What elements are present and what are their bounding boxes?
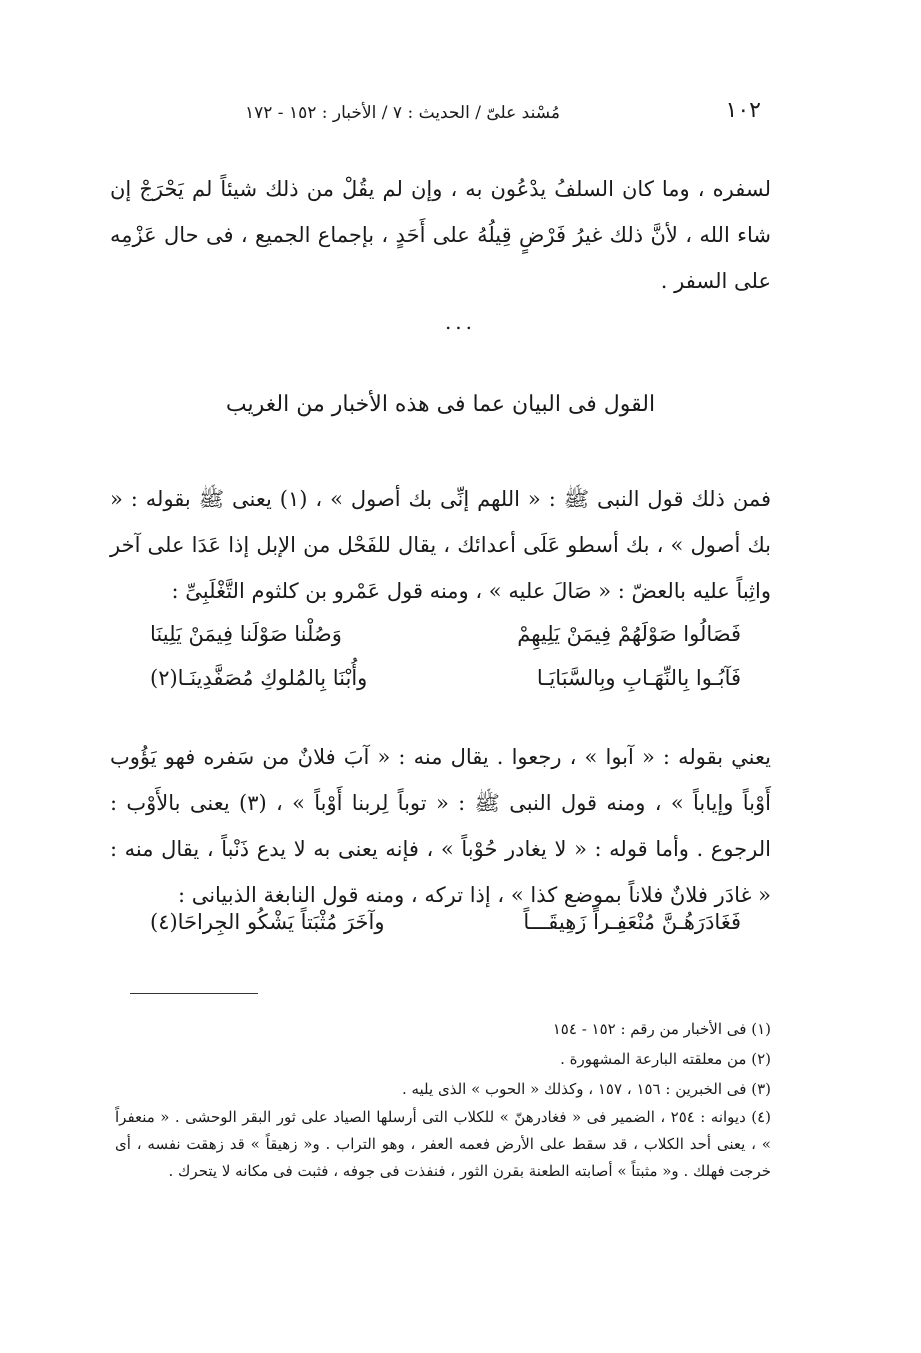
verse-line-3 [150,910,741,950]
verse-line-2 [150,666,741,706]
verse-1-hemistich-1: فَصَالُوا صَوْلَهُمْ فِيمَنْ يَلِيهِمْ [517,622,741,646]
footnote-3: (٣) فى الخبرين : ١٥٦ ، ١٥٧ ، وكذلك « الحوب » الذى يليه . [401,1080,771,1098]
footnote-1: (١) فى الأخبار من رقم : ١٥٢ - ١٥٤ [552,1020,771,1038]
paragraph-2: فمن ذلك قول النبى ﷺ : « اللهم إنِّى بك أصول » ، (١) يعنى ﷺ بقوله : « بك أصول » ، بك أسطو عَلَى أعدائك ، يقال للفَحْل من الإبل إذا عَدَا على آخر واثِباً عليه بالعضّ : « صَالَ عليه » ، ومنه قول عَمْرو بن كلثوم التَّغْلَبِىِّ : [110,487,771,603]
footnotes [115,1014,771,1185]
verse-line-1 [150,622,741,662]
verse-2-hemistich-2: وأُبْنَا بِالمُلوكِ مُصَفَّدِينَـا(٢) [150,666,368,690]
footnote-4: (٤) ديوانه : ٢٥٤ ، الضمير فى « فغادرهنّ » للكلاب التى أرسلها الصياد على ثور البقر الوحشى . « منعفراً » ، يعنى أحد الكلاب ، قد سقط على الأرض فعمه العفر ، وهو التراب . و« زهيقاً » قد زهقت نفسه ، أى خرجت فهلك . و« مثبتاً » أصابته الطعنة بقرن الثور ، فنفذت فى جوفه ، فثبت فى مكانه لا يتحرك . [115,1108,772,1180]
running-title: مُسْند علىّ / الحديث : ٧ / الأخبار : ١٥٢ - ١٧٢ [245,103,561,123]
verse-2-hemistich-1: فَآبُـوا بِالنِّهَـابِ وبِالسَّبَايَـا [536,666,741,690]
footnote-2: (٢) من معلقته البارعة المشهورة . [560,1050,771,1068]
paragraph-3: يعني بقوله : « آبوا » ، رجعوا . يقال منه : « آبَ فلانٌ من سَفره فهو يَؤُوب أَوْباً وإياباً » ، ومنه قول النبى ﷺ : « توباً لِربنا أَوْباً » ، (٣) يعنى بالأَوْب : الرجوع . وأما قوله : « لا يغادر حُوْباً » ، فإنه يعنى به لا يدع ذَنْباً ، يقال منه : « غادَر فلانٌ فلاناً بموضع كذا » ، إذا تركه ، ومنه قول النابغة الذبيانى : [110,745,771,907]
paragraph-1: لسفره ، وما كان السلفُ يدْعُون به ، وإن لم يقُلْ من ذلك شيئاً لم يَحْرَجْ إن شاء الله ، لأنَّ ذلك غيرُ فَرْضٍ قِيلُهُ على أَحَدٍ ، بإجماع الجميع ، فى حال عَزْمِه على السفر . [110,177,771,293]
section-heading: القول فى البيان عما فى هذه الأخبار من الغريب [225,392,656,417]
page-number: ١٠٢ [725,98,761,123]
verse-1-hemistich-2: وَصُلْنا صَوْلَنا فِيمَنْ يَلِينَا [150,622,342,646]
verse-3-hemistich-1: فَغَادَرَهُـنَّ مُنْعَفِـراً زَهِيقَـــاً [523,910,741,934]
section-separator: ... [444,310,477,334]
verse-3-hemistich-2: وآخَرَ مُثْبَتاً يَشْكُو الجِراحَا(٤) [150,910,385,934]
footnote-divider [130,993,258,994]
